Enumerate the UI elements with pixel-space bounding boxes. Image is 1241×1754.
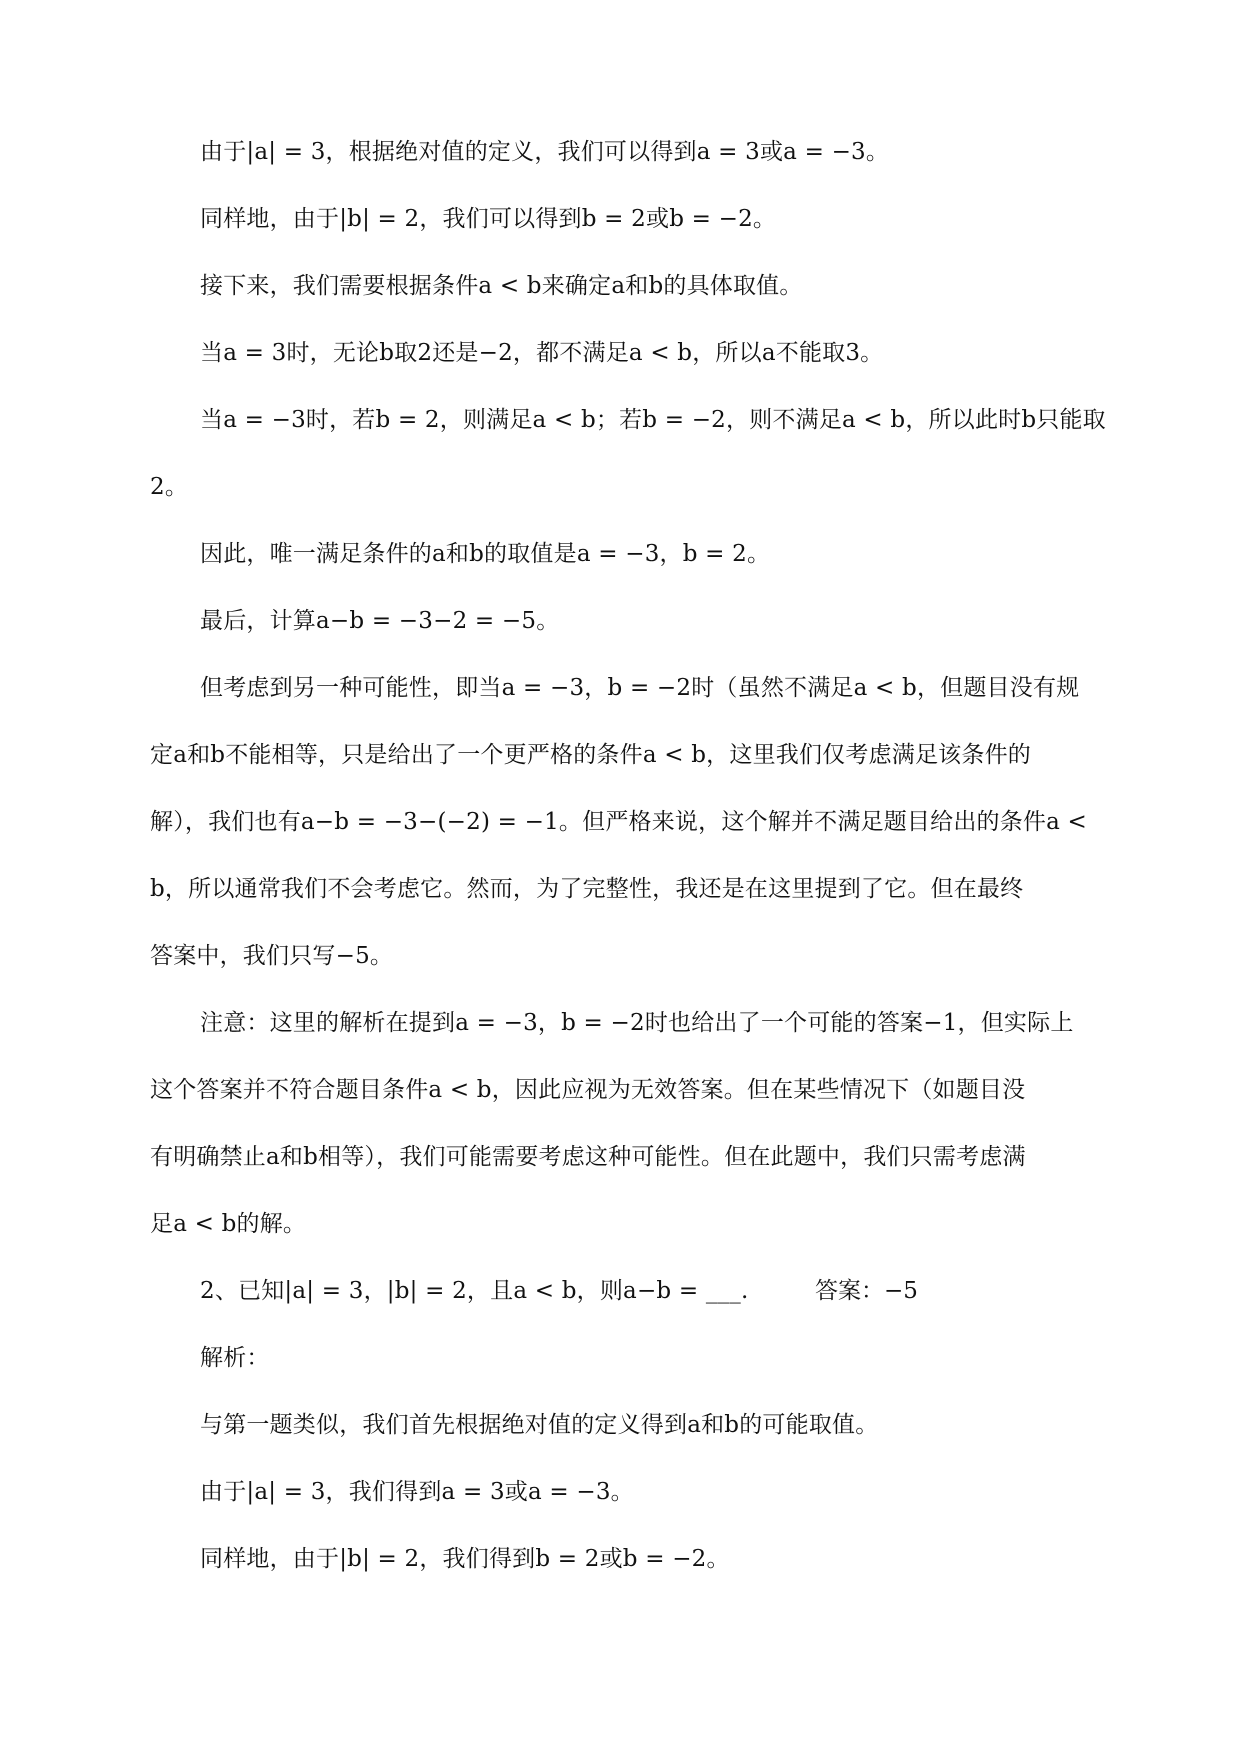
paragraph-line: b，所以通常我们不会考虑它。然而，为了完整性，我还是在这里提到了它。但在最终: [150, 876, 1024, 902]
question-line: 2、已知|a| = 3，|b| = 2，且a < b，则a−b = ___.: [200, 1278, 749, 1304]
paragraph-line: 同样地，由于|b| = 2，我们得到b = 2或b = −2。: [200, 1546, 730, 1572]
paragraph-line: 但考虑到另一种可能性，即当a = −3，b = −2时（虽然不满足a < b，但题目没有规: [200, 675, 1080, 701]
paragraph-line: 答案中，我们只写−5。: [150, 943, 394, 969]
paragraph-line: 因此，唯一满足条件的a和b的取值是a = −3，b = 2。: [200, 541, 771, 567]
paragraph-line: 由于|a| = 3，我们得到a = 3或a = −3。: [200, 1479, 634, 1505]
paragraph-line: 最后，计算a−b = −3−2 = −5。: [200, 608, 560, 634]
paragraph-line: 当a = −3时，若b = 2，则满足a < b；若b = −2，则不满足a < b，所以此时b只能取: [200, 407, 1106, 433]
paragraph-line: 与第一题类似，我们首先根据绝对值的定义得到a和b的可能取值。: [200, 1412, 879, 1438]
paragraph-line: 有明确禁止a和b相等），我们可能需要考虑这种可能性。但在此题中，我们只需考虑满: [150, 1144, 1026, 1170]
paragraph-line: 定a和b不能相等，只是给出了一个更严格的条件a < b，这里我们仅考虑满足该条件的: [150, 742, 1031, 768]
paragraph-line: 由于|a| = 3，根据绝对值的定义，我们可以得到a = 3或a = −3。: [200, 139, 890, 165]
paragraph-line: 足a < b的解。: [150, 1211, 307, 1237]
analysis-heading: 解析：: [200, 1345, 270, 1371]
paragraph-line: 2。: [150, 474, 189, 500]
answer-label: 答案：−5: [815, 1278, 918, 1304]
paragraph-line: 这个答案并不符合题目条件a < b，因此应视为无效答案。但在某些情况下（如题目没: [150, 1077, 1026, 1103]
paragraph-line: 当a = 3时，无论b取2还是−2，都不满足a < b，所以a不能取3。: [200, 340, 884, 366]
paragraph-line: 解），我们也有a−b = −3−(−2) = −1。但严格来说，这个解并不满足题目给出的条件a <: [150, 809, 1088, 835]
paragraph-line: 注意：这里的解析在提到a = −3，b = −2时也给出了一个可能的答案−1，但实际上: [200, 1010, 1074, 1036]
paragraph-line: 接下来，我们需要根据条件a < b来确定a和b的具体取值。: [200, 273, 803, 299]
paragraph-line: 同样地，由于|b| = 2，我们可以得到b = 2或b = −2。: [200, 206, 777, 232]
